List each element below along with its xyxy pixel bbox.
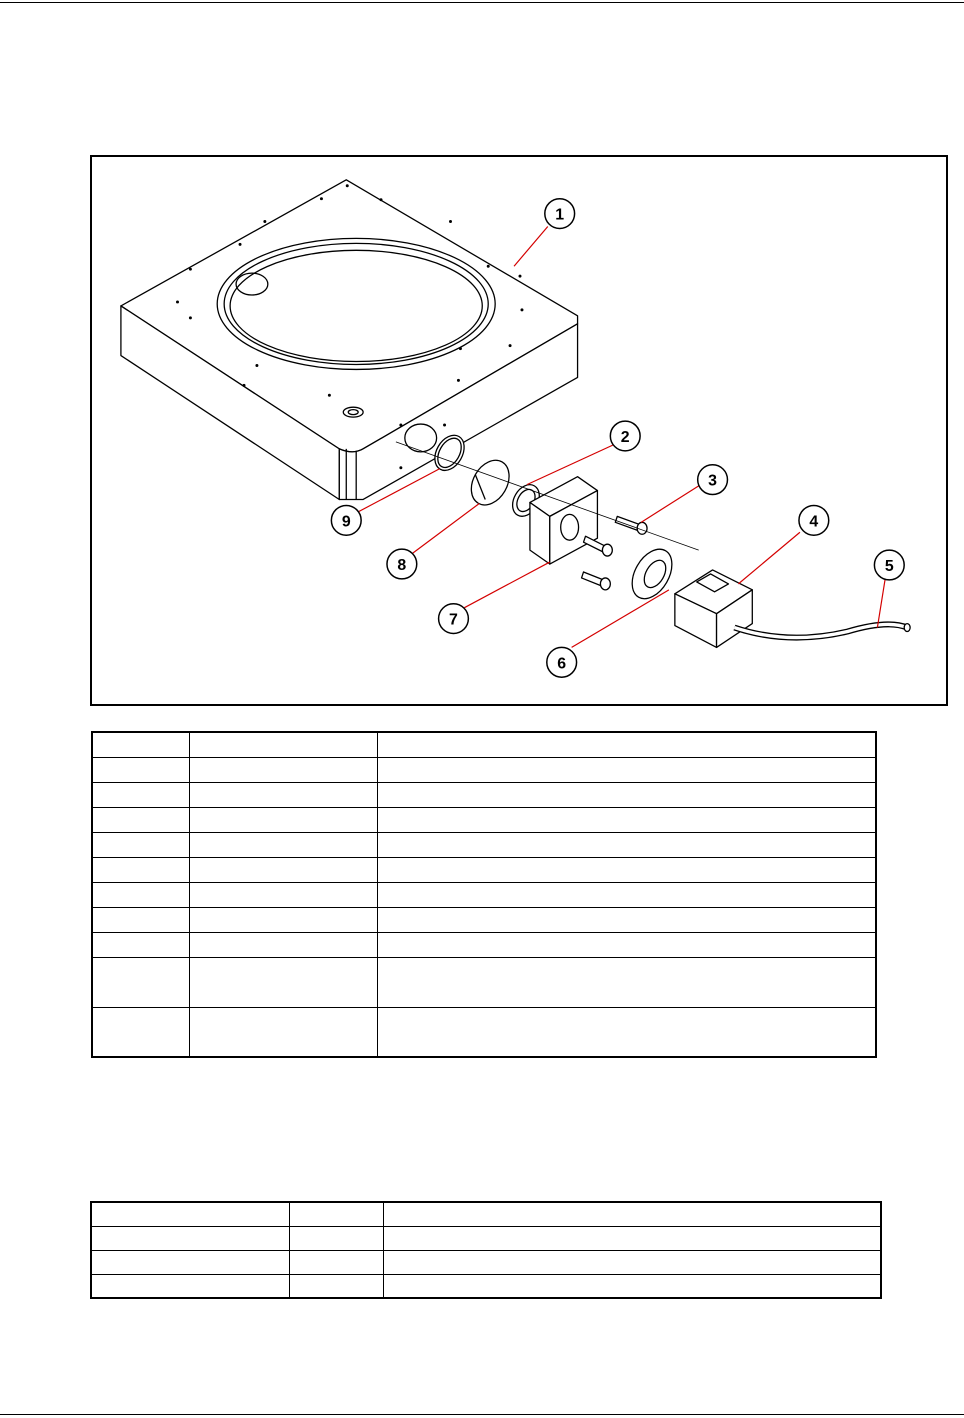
svg-text:8: 8 [397, 556, 407, 574]
table-row [92, 782, 876, 807]
exploded-assembly-figure [90, 155, 948, 706]
table-cell [92, 1007, 189, 1057]
table-cell [189, 932, 377, 957]
table-cell [92, 782, 189, 807]
table-cell [91, 1202, 289, 1226]
table-cell [189, 832, 377, 857]
table-cell [92, 907, 189, 932]
table-cell [377, 857, 876, 882]
table-cell [377, 882, 876, 907]
table-cell [189, 957, 377, 1007]
table-cell [377, 907, 876, 932]
screw-3 [615, 516, 639, 530]
table-cell [189, 1007, 377, 1057]
table-cell [383, 1226, 881, 1250]
table-cell [91, 1226, 289, 1250]
table-row [91, 1274, 881, 1298]
svg-text:1: 1 [555, 206, 565, 224]
table-cell [92, 882, 189, 907]
table-cell [92, 732, 189, 757]
table-cell [92, 857, 189, 882]
table-row [91, 1250, 881, 1274]
footer-rule [0, 1414, 964, 1415]
table-cell [377, 807, 876, 832]
table-cell [377, 782, 876, 807]
table-cell [91, 1274, 289, 1298]
callout-4 [799, 505, 829, 535]
table-cell [92, 957, 189, 1007]
callout-5 [874, 550, 904, 580]
assembly-drawing [92, 157, 946, 704]
table-cell [189, 807, 377, 832]
side-window [405, 424, 437, 452]
table-cell [92, 807, 189, 832]
table-row [92, 907, 876, 932]
svg-text:4: 4 [809, 513, 819, 531]
table-cell [377, 932, 876, 957]
table-row [92, 732, 876, 757]
callout-8 [387, 549, 417, 579]
tools-table [90, 1201, 882, 1299]
table-cell [377, 1007, 876, 1057]
table-cell [383, 1274, 881, 1298]
table-cell [377, 957, 876, 1007]
svg-text:2: 2 [620, 428, 630, 446]
callout-3 [698, 465, 728, 495]
table-cell [289, 1226, 383, 1250]
header-rule [0, 2, 964, 3]
table-cell [92, 932, 189, 957]
table-row [92, 957, 876, 1007]
table-row [92, 1007, 876, 1057]
table-cell [91, 1250, 289, 1274]
table-row [92, 932, 876, 957]
table-cell [189, 732, 377, 757]
table-row [92, 882, 876, 907]
table-cell [189, 907, 377, 932]
table-cell [289, 1202, 383, 1226]
table-cell [189, 782, 377, 807]
table-cell [92, 757, 189, 782]
table-cell [383, 1202, 881, 1226]
svg-text:5: 5 [884, 557, 894, 575]
table-cell [377, 732, 876, 757]
table-row [92, 757, 876, 782]
table-row [91, 1202, 881, 1226]
callout-2 [610, 421, 640, 451]
callout-6 [547, 647, 577, 677]
parts-list-table [91, 731, 877, 1058]
table-cell [189, 757, 377, 782]
table-row [91, 1226, 881, 1250]
table-cell [92, 832, 189, 857]
svg-text:6: 6 [557, 655, 567, 673]
table-cell [377, 757, 876, 782]
table-row [92, 832, 876, 857]
table-row [92, 807, 876, 832]
table-cell [383, 1250, 881, 1274]
table-cell [289, 1250, 383, 1274]
svg-text:3: 3 [708, 472, 718, 490]
callout-7 [439, 604, 469, 634]
table-cell [289, 1274, 383, 1298]
svg-text:9: 9 [341, 513, 351, 531]
callout-9 [331, 505, 361, 535]
table-row [92, 857, 876, 882]
svg-text:7: 7 [449, 611, 458, 629]
callout-1 [545, 199, 575, 229]
table-cell [189, 857, 377, 882]
table-cell [189, 882, 377, 907]
table-cell [377, 832, 876, 857]
